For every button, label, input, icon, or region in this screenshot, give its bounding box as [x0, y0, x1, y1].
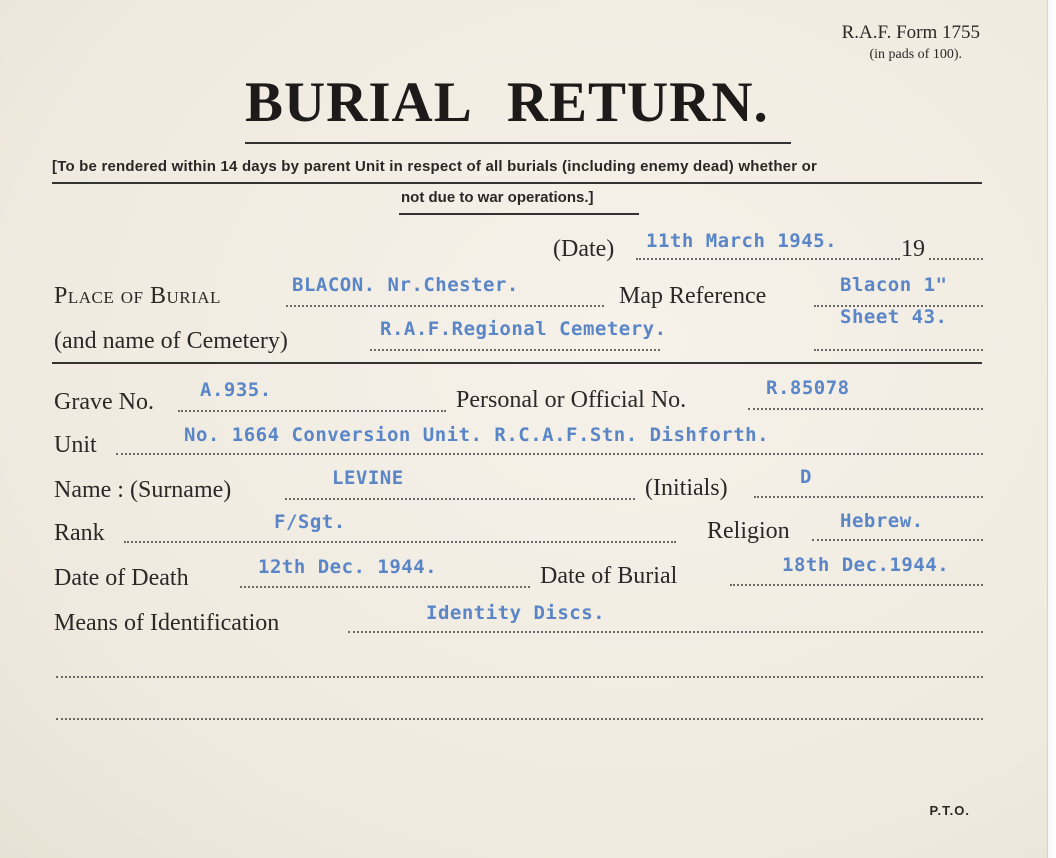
instruction-underline-1 — [52, 182, 982, 184]
religion-value[interactable]: Hebrew. — [840, 510, 924, 532]
initials-dots — [754, 496, 983, 498]
date-of-death-dots — [240, 586, 530, 588]
date-of-death-value[interactable]: 12th Dec. 1944. — [258, 556, 438, 578]
place-dots — [286, 305, 604, 307]
cemetery-dots — [370, 349, 660, 351]
personal-number-dots — [748, 408, 983, 410]
initials-label: (Initials) — [645, 475, 728, 501]
identification-value[interactable]: Identity Discs. — [426, 602, 606, 624]
map-reference-value-1[interactable]: Blacon 1" — [840, 274, 948, 296]
place-value[interactable]: BLACON. Nr.Chester. — [292, 274, 519, 296]
personal-number-value[interactable]: R.85078 — [766, 377, 850, 399]
title-underline — [245, 142, 791, 144]
blank-line-1[interactable] — [56, 676, 983, 678]
year-dots — [929, 258, 983, 260]
surname-value[interactable]: LEVINE — [332, 467, 404, 489]
surname-label: Name : (Surname) — [54, 477, 232, 503]
rank-dots — [124, 541, 676, 543]
religion-label: Religion — [707, 518, 790, 544]
unit-value[interactable]: No. 1664 Conversion Unit. R.C.A.F.Stn. Dishforth. — [184, 424, 770, 446]
identification-dots — [348, 631, 983, 633]
date-of-death-label: Date of Death — [54, 565, 189, 591]
identification-label: Means of Identification — [54, 610, 280, 636]
place-label: Place of Burial — [54, 283, 221, 309]
unit-dots — [116, 453, 983, 455]
section-divider — [52, 362, 982, 364]
cemetery-label: (and name of Cemetery) — [54, 328, 288, 354]
paper-edge — [1047, 0, 1056, 858]
initials-value[interactable]: D — [800, 466, 812, 488]
map-reference-label: Map Reference — [619, 283, 767, 309]
date-dots — [636, 258, 900, 260]
religion-dots — [812, 539, 983, 541]
date-label: (Date) — [553, 236, 615, 262]
rank-value[interactable]: F/Sgt. — [274, 511, 346, 533]
map-reference-value-2[interactable]: Sheet 43. — [840, 306, 948, 328]
instruction-underline-2 — [399, 213, 639, 215]
form-number: R.A.F. Form 1755 — [841, 22, 980, 43]
cemetery-value[interactable]: R.A.F.Regional Cemetery. — [380, 318, 667, 340]
unit-label: Unit — [54, 432, 97, 458]
date-of-burial-value[interactable]: 18th Dec.1944. — [782, 554, 950, 576]
grave-value[interactable]: A.935. — [200, 379, 272, 401]
rank-label: Rank — [54, 520, 105, 546]
personal-number-label: Personal or Official No. — [456, 387, 687, 413]
year-label: 19 — [901, 236, 925, 262]
instruction-line-1: [To be rendered within 14 days by parent Unit in respect of all burials (including enemy dead) whether or — [52, 158, 818, 175]
grave-dots — [178, 410, 446, 412]
blank-line-2[interactable] — [56, 718, 983, 720]
surname-dots — [285, 498, 635, 500]
date-of-burial-label: Date of Burial — [540, 563, 678, 589]
map-reference-dots-2 — [814, 349, 983, 351]
date-value[interactable]: 11th March 1945. — [646, 230, 838, 252]
please-turn-over: P.T.O. — [929, 803, 970, 818]
grave-label: Grave No. — [54, 389, 154, 415]
date-of-burial-dots — [730, 584, 983, 586]
form-reference — [842, 22, 980, 66]
form-pad-note: (in pads of 100). — [869, 47, 962, 62]
page-title: BURIAL RETURN. — [245, 71, 769, 134]
instruction-line-2: not due to war operations.] — [401, 189, 594, 206]
